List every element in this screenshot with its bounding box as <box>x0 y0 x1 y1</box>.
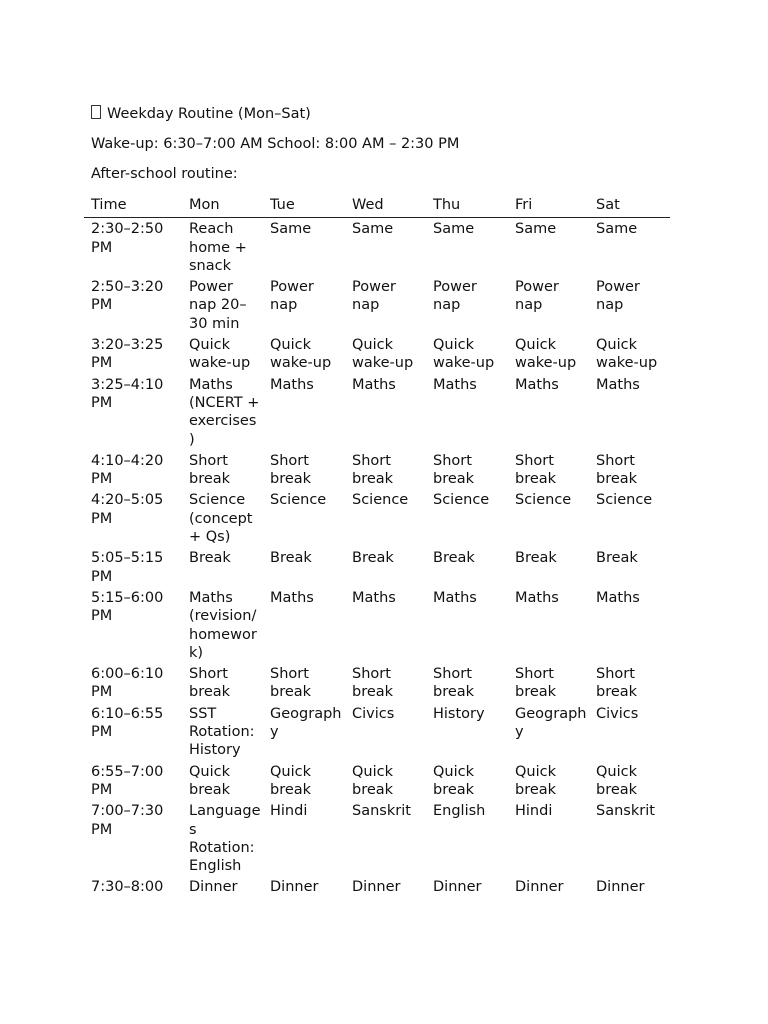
time-cell: 3:25–4:10 PM <box>91 376 164 411</box>
time-cell: 5:15–6:00 PM <box>91 589 164 625</box>
activity-cell: Power nap <box>433 279 477 314</box>
activity-cell: Civics <box>352 705 395 722</box>
time-cell: 2:30–2:50 PM <box>91 221 164 256</box>
activity-cell: Power nap <box>270 279 314 314</box>
activity-cell: Same <box>352 221 394 238</box>
activity-cell: Civics <box>596 705 639 722</box>
table-row <box>84 548 670 588</box>
activity-cell: Short break <box>433 452 475 488</box>
activity-cell: Science (concept + Qs) <box>189 492 253 546</box>
activity-cell: Sanskrit <box>352 803 411 820</box>
activity-cell: Quick break <box>596 763 638 798</box>
table-header-row <box>84 194 670 218</box>
table-row <box>84 801 670 877</box>
activity-cell: Short break <box>515 666 557 701</box>
column-header-time: Time <box>84 194 182 218</box>
table-row <box>84 375 670 451</box>
activity-cell: Power nap <box>352 279 396 314</box>
time-cell: 7:30–8:00 <box>91 879 164 896</box>
activity-cell: Maths <box>352 589 396 606</box>
table-row <box>84 704 670 762</box>
time-cell: 7:00–7:30 PM <box>91 803 164 838</box>
activity-cell: Power nap 20–30 min <box>189 279 247 332</box>
activity-cell: Hindi <box>270 803 308 820</box>
time-cell: 2:50–3:20 PM <box>91 279 164 314</box>
activity-cell: Break <box>352 550 394 567</box>
activity-cell: Quick break <box>189 763 231 798</box>
activity-cell: Break <box>596 550 638 567</box>
time-cell: 4:20–5:05 PM <box>91 492 164 527</box>
activity-cell: Sanskrit <box>596 803 655 820</box>
column-header-fri: Fri <box>508 194 589 218</box>
activity-cell: Quick break <box>433 763 475 798</box>
time-cell: 3:20–3:25 PM <box>91 337 164 372</box>
activity-cell: Break <box>189 550 231 567</box>
column-header-mon: Mon <box>182 194 263 218</box>
activity-cell: Dinner <box>270 879 319 896</box>
table-row <box>84 490 670 548</box>
table-row <box>84 218 670 277</box>
table-row <box>84 877 670 898</box>
activity-cell: Short break <box>433 666 475 701</box>
activity-cell: Quick wake-up <box>596 337 658 372</box>
activity-cell: Maths <box>596 589 640 606</box>
activity-cell: Quick wake-up <box>433 337 495 372</box>
activity-cell: Quick wake-up <box>515 337 577 372</box>
activity-cell: Break <box>433 550 475 567</box>
activity-cell: Quick break <box>515 763 557 798</box>
activity-cell: History <box>433 705 485 722</box>
activity-cell: Short break <box>596 452 638 488</box>
activity-cell: SST Rotation: History <box>189 705 255 759</box>
activity-cell: Short break <box>189 452 231 488</box>
activity-cell: Short break <box>270 666 312 701</box>
activity-cell: Short break <box>189 666 231 701</box>
column-header-wed: Wed <box>345 194 426 218</box>
time-cell: 6:00–6:10 PM <box>91 666 164 701</box>
routine-heading <box>91 105 311 123</box>
activity-cell: Geography <box>515 705 587 741</box>
table-row <box>84 762 670 802</box>
activity-cell: Maths <box>515 589 559 606</box>
activity-cell: English <box>433 803 486 820</box>
activity-cell: Science <box>270 492 327 509</box>
table-row <box>84 664 670 704</box>
table-body <box>84 218 670 899</box>
activity-cell: Short break <box>515 452 557 488</box>
activity-cell: Maths <box>270 376 314 393</box>
column-header-tue: Tue <box>263 194 345 218</box>
after-school-label: After-school routine: <box>91 166 238 182</box>
activity-cell: Maths <box>352 376 396 393</box>
activity-cell: Break <box>515 550 557 567</box>
activity-cell: Quick wake-up <box>189 337 251 372</box>
activity-cell: Science <box>433 492 490 509</box>
column-header-sat: Sat <box>589 194 670 218</box>
activity-cell: Same <box>515 221 557 238</box>
activity-cell: Reach home + snack <box>189 221 247 274</box>
activity-cell: Short break <box>596 666 638 701</box>
activity-cell: Same <box>270 221 312 238</box>
activity-cell: Maths (NCERT + exercises) <box>189 376 260 448</box>
activity-cell: Quick wake-up <box>352 337 414 372</box>
missing-glyph-icon <box>91 105 101 119</box>
activity-cell: Dinner <box>352 879 401 896</box>
activity-cell: Science <box>352 492 409 509</box>
table-row <box>84 588 670 664</box>
activity-cell: Maths <box>515 376 559 393</box>
activity-cell: Maths <box>433 589 477 606</box>
column-header-thu: Thu <box>426 194 508 218</box>
activity-cell: Maths <box>433 376 477 393</box>
routine-table <box>84 194 670 899</box>
activity-cell: Dinner <box>596 879 645 896</box>
activity-cell: Quick break <box>352 763 394 798</box>
routine-heading-text: Weekday Routine (Mon–Sat) <box>107 106 311 122</box>
activity-cell: Quick break <box>270 763 312 798</box>
activity-cell: Quick wake-up <box>270 337 332 372</box>
time-cell: 6:55–7:00 PM <box>91 763 164 798</box>
activity-cell: Dinner <box>433 879 482 896</box>
activity-cell: Maths (revision/homework) <box>189 589 257 661</box>
activity-cell: Hindi <box>515 803 553 820</box>
table-row <box>84 277 670 335</box>
schedule-line: Wake-up: 6:30–7:00 AM School: 8:00 AM – 2:30 PM <box>91 136 460 152</box>
table-row <box>84 451 670 491</box>
activity-cell: Science <box>515 492 572 509</box>
activity-cell: Languages Rotation: English <box>189 803 261 875</box>
activity-cell: Same <box>433 221 475 238</box>
time-cell: 4:10–4:20 PM <box>91 452 164 488</box>
activity-cell: Science <box>596 492 653 509</box>
activity-cell: Short break <box>352 452 394 488</box>
time-cell: 5:05–5:15 PM <box>91 550 164 585</box>
activity-cell: Geography <box>270 705 342 741</box>
activity-cell: Short break <box>270 452 312 488</box>
table-row <box>84 335 670 375</box>
time-cell: 6:10–6:55 PM <box>91 705 164 741</box>
activity-cell: Dinner <box>515 879 564 896</box>
activity-cell: Power nap <box>596 279 640 314</box>
activity-cell: Dinner <box>189 879 238 896</box>
activity-cell: Same <box>596 221 638 238</box>
activity-cell: Maths <box>270 589 314 606</box>
activity-cell: Short break <box>352 666 394 701</box>
activity-cell: Break <box>270 550 312 567</box>
activity-cell: Maths <box>596 376 640 393</box>
activity-cell: Power nap <box>515 279 559 314</box>
